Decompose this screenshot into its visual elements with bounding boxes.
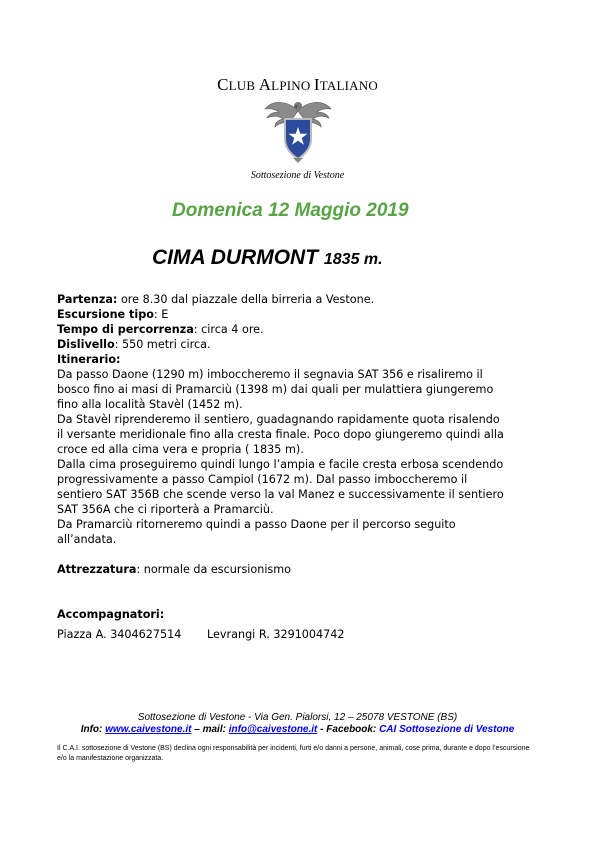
- email-link[interactable]: info@caivestone.it: [228, 724, 318, 735]
- partenza-row: Partenza: ore 8.30 dal piazzale della birreria a Vestone.: [57, 293, 375, 306]
- peak-altitude: 1835 m.: [323, 251, 383, 268]
- accompagnatori-label: Accompagnatori:: [57, 608, 165, 621]
- facebook-page: CAI Sottosezione di Vestone: [379, 724, 515, 735]
- event-title: [152, 246, 383, 270]
- itinerario-line: bosco fino ai masi di Pramarciù (1398 m) dai quali per mulattiera giungeremo: [57, 383, 494, 396]
- guide-1: Piazza A. 3404627514: [57, 628, 182, 641]
- section-subtitle: Sottosezione di Vestone: [250, 170, 345, 181]
- itinerario-line: progressivamente a passo Campiol (1672 m). Dal passo imboccheremo il: [57, 473, 468, 486]
- attrezzatura-row: Attrezzatura: normale da escursionismo: [57, 563, 292, 576]
- footer-contacts: Info: www.caivestone.it – mail: info@caivestone.it - Facebook: CAI Sottosezione di Vestone: [80, 724, 515, 735]
- cai-logo-icon: [263, 97, 333, 163]
- event-date: Domenica 12 Maggio 2019: [172, 200, 409, 221]
- itinerario-line: Da Pramarciù ritorneremo quindi a passo Daone per il percorso seguito: [57, 518, 456, 531]
- guide-2: Levrangi R. 3291004742: [207, 628, 345, 641]
- event-details: [57, 292, 557, 642]
- itinerario-line: Da Stavèl riprenderemo il sentiero, guadagnando rapidamente quota risalendo: [57, 413, 500, 426]
- itinerario-line: Dalla cima proseguiremo quindi lungo l’ampia e facile cresta erbosa scendendo: [57, 458, 504, 471]
- itinerario-line: SAT 356A che ci riporterà a Pramarciù.: [57, 503, 274, 516]
- itinerario-line: sentiero SAT 356B che scende verso la val Manez e successivamente il sentiero: [57, 488, 504, 501]
- dislivello-row: Dislivello: 550 metri circa.: [57, 338, 211, 351]
- footer-address: Sottosezione di Vestone - Via Gen. Pialorsi, 12 – 25078 VESTONE (BS): [137, 712, 458, 723]
- escursione-row: Escursione tipo: E: [57, 308, 169, 321]
- itinerario-line: il versante meridionale fino alla cresta finale. Poco dopo giungeremo quindi alla: [57, 428, 504, 441]
- itinerario-line: fino alla località Stavèl (1452 m).: [57, 398, 243, 411]
- itinerario-line: croce ed alla cima vera e propria ( 1835 m).: [57, 443, 304, 456]
- disclaimer: Il C.A.I. sottosezione di Vestone (BS) declina ogni responsabilità per incidenti, furti e/o danni a persone, animali, cose prima, durante e dopo l’escursione e/o la manifestazione organizzata.: [57, 745, 530, 762]
- tempo-row: Tempo di percorrenza: circa 4 ore.: [57, 323, 264, 336]
- accompagnatori-contacts: [57, 627, 557, 642]
- itinerario-label: Itinerario:: [57, 353, 121, 366]
- website-link[interactable]: www.caivestone.it: [105, 724, 192, 735]
- itinerario-line: Da passo Daone (1290 m) imboccheremo il segnavia SAT 356 e risaliremo il: [57, 368, 483, 381]
- peak-name: CIMA DURMONT: [152, 246, 319, 269]
- club-name: CLUB ALPINO ITALIANO: [217, 75, 378, 94]
- itinerario-line: all’andata.: [57, 533, 117, 546]
